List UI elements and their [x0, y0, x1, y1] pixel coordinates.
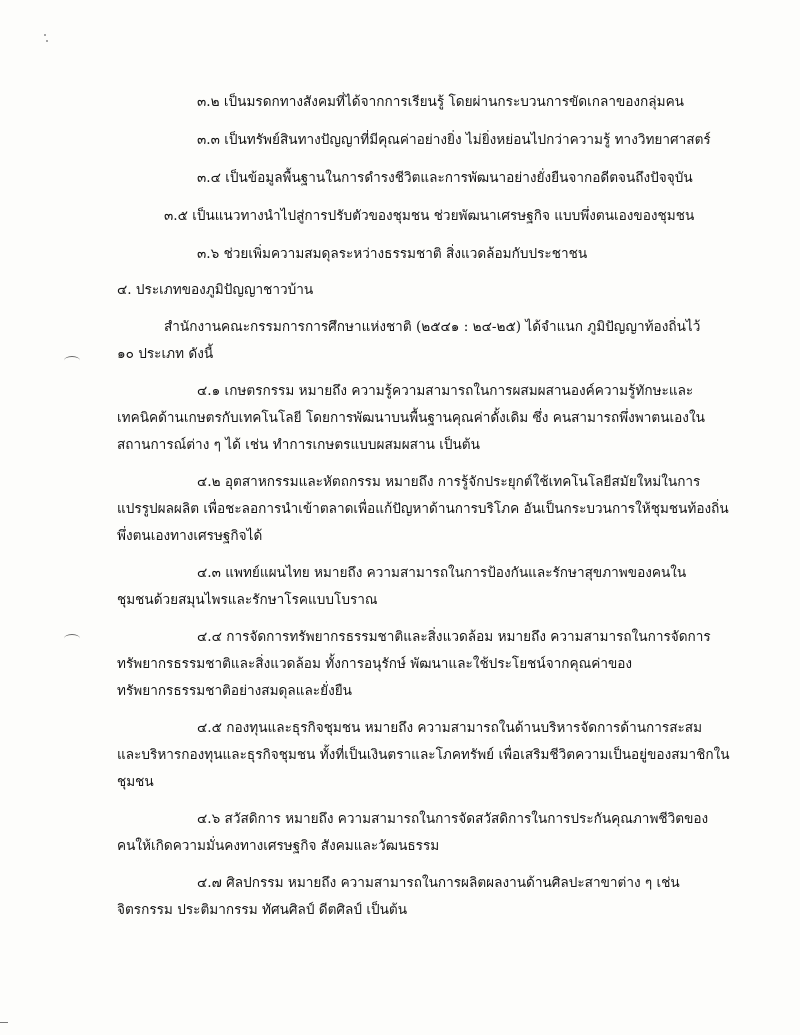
item-4-2-line: พึ่งตนเองทางเศรษฐกิจได้ [117, 528, 263, 544]
item-4-1-line: สถานการณ์ต่าง ๆ ได้ เช่น ทำการเกษตรแบบผสมผสาน เป็นต้น [117, 437, 480, 453]
list-item-3-4: ๓.๔ เป็นข้อมูลพื้นฐานในการดำรงชีวิตและการพัฒนาอย่างยั่งยืนจากอดีตจนถึงปัจจุบัน [197, 170, 693, 186]
list-item-3-6: ๓.๖ ช่วยเพิ่มความสมดุลระหว่างธรรมชาติ สิ่งแวดล้อมกับประชาชน [197, 246, 588, 262]
item-4-5-line: ๔.๕ กองทุนและธุรกิจชุมชน หมายถึง ความสามารถในด้านบริหารจัดการด้านการสะสม [197, 720, 703, 736]
item-4-4-line: ทรัพยากรธรรมชาติอย่างสมดุลและยั่งยืน [117, 683, 352, 699]
item-4-3-line: ชุมชนด้วยสมุนไพรและรักษาโรคแบบโบราณ [117, 592, 378, 608]
scan-speck [46, 40, 48, 42]
scan-speck [44, 34, 46, 36]
section-heading-4: ๔. ประเภทของภูมิปัญญาชาวบ้าน [117, 282, 314, 298]
list-item-3-2: ๓.๒ เป็นมรดกทางสังคมที่ได้จากการเรียนรู้ โดยผ่านกระบวนการขัดเกลาของกลุ่มคน [197, 94, 684, 110]
item-4-4-line: ๔.๔ การจัดการทรัพยากรธรรมชาติและสิ่งแวดล้อม หมายถึง ความสามารถในการจัดการ [197, 629, 711, 645]
item-4-5-line: และบริหารกองทุนและธุรกิจชุมชน ทั้งที่เป็นเงินตราและโภคทรัพย์ เพื่อเสริมชีวิตความเป็นอยู่ของสมาชิกใน [117, 747, 730, 763]
margin-mark [64, 634, 80, 643]
item-4-1-line: เทคนิคด้านเกษตรกับเทคโนโลยี โดยการพัฒนาบนพื้นฐานคุณค่าดั้งเดิม ซึ่ง คนสามารถพึ่งพาตนเองใน [117, 410, 705, 426]
list-item-3-5: ๓.๕ เป็นแนวทางนำไปสู่การปรับตัวของชุมชน ช่วยพัฒนาเศรษฐกิจ แบบพึ่งตนเองของชุมชน [164, 208, 695, 224]
intro-paragraph-line: ๑๐ ประเภท ดังนี้ [117, 346, 214, 362]
item-4-5-line: ชุมชน [117, 774, 154, 790]
item-4-7-line: ๔.๗ ศิลปกรรม หมายถึง ความสามารถในการผลิตผลงานด้านศิลปะสาขาต่าง ๆ เช่น [197, 875, 680, 891]
item-4-7-line: จิตรกรรม ประติมากรรม ทัศนศิลป์ ดีตศิลป์ เป็นต้น [117, 902, 408, 918]
list-item-3-3: ๓.๓ เป็นทรัพย์สินทางปัญญาที่มีคุณค่าอย่างยิ่ง ไม่ยิ่งหย่อนไปกว่าความรู้ ทางวิทยาศาสตร์ [197, 132, 711, 148]
edge-mark [0, 1022, 8, 1023]
intro-paragraph-line: สำนักงานคณะกรรมการการศึกษาแห่งชาติ (๒๕๔๑ : ๒๔-๒๕) ได้จำแนก ภูมิปัญญาท้องถิ่นไว้ [164, 319, 701, 335]
item-4-6-line: คนให้เกิดความมั่นคงทางเศรษฐกิจ สังคมและวัฒนธรรม [117, 838, 440, 854]
item-4-1-line: ๔.๑ เกษตรกรรม หมายถึง ความรู้ความสามารถในการผสมผสานองค์ความรู้ทักษะและ [197, 383, 694, 399]
item-4-2-line: แปรรูปผลผลิต เพื่อชะลอการนำเข้าตลาดเพื่อแก้ปัญหาด้านการบริโภค อันเป็นกระบวนการให้ชุมชนท้องถิ่น [117, 501, 729, 517]
item-4-4-line: ทรัพยากรธรรมชาติและสิ่งแวดล้อม ทั้งการอนุรักษ์ พัฒนาและใช้ประโยชน์จากคุณค่าของ [117, 656, 633, 672]
item-4-2-line: ๔.๒ อุตสาหกรรมและหัตถกรรม หมายถึง การรู้จักประยุกต์ใช้เทคโนโลยีสมัยใหม่ในการ [197, 474, 701, 490]
margin-mark [64, 356, 80, 365]
item-4-3-line: ๔.๓ แพทย์แผนไทย หมายถึง ความสามารถในการป้องกันและรักษาสุขภาพของคนใน [197, 565, 687, 581]
item-4-6-line: ๔.๖ สวัสดิการ หมายถึง ความสามารถในการจัดสวัสดิการในการประกันคุณภาพชีวิตของ [197, 811, 709, 827]
